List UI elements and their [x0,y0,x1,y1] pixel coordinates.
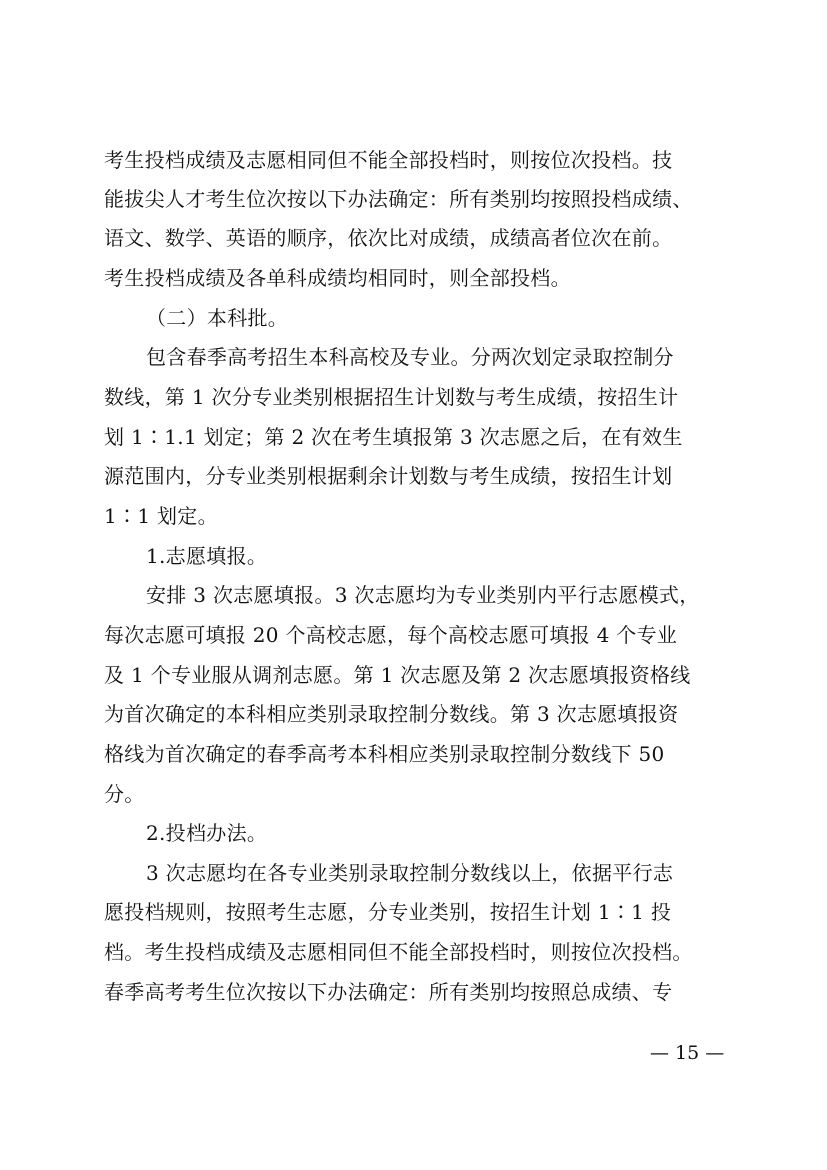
text-line: 考生投档成绩及各单科成绩均相同时，则全部投档。 [104,266,571,290]
text-line: 考生投档成绩及志愿相同但不能全部投档时，则按位次投档。技 [104,148,673,172]
text-line: 数线，第 1 次分专业类别根据招生计划数与考生成绩，按招生计 [104,385,679,409]
subsection-heading: 1.志愿填报。 [146,544,268,568]
text-line: 档。考生投档成绩及志愿相同但不能全部投档时，则按位次投档。 [104,940,693,964]
text-line: 1∶1 划定。 [104,504,218,528]
text-line: 包含春季高考招生本科高校及专业。分两次划定录取控制分 [146,345,674,369]
text-line: 安排 3 次志愿填报。3 次志愿均为专业类别内平行志愿模式， [146,583,700,607]
section-heading: （二）本科批。 [146,306,289,330]
text-line: 及 1 个专业服从调剂志愿。第 1 次志愿及第 2 次志愿填报资格线 [104,663,691,687]
text-line: 源范围内，分专业类别根据剩余计划数与考生成绩，按招生计划 [104,464,673,488]
text-line: 每次志愿可填报 20 个高校志愿，每个高校志愿可填报 4 个专业 [104,623,678,647]
text-line: 春季高考考生位次按以下办法确定：所有类别均按照总成绩、专 [104,980,673,1004]
text-line: 3 次志愿均在各专业类别录取控制分数线以上，依据平行志 [146,861,674,885]
page-number: — 15 — [650,1042,725,1064]
text-line: 能拔尖人才考生位次按以下办法确定：所有类别均按照投档成绩、 [104,187,693,211]
text-line: 语文、数学、英语的顺序，依次比对成绩，成绩高者位次在前。 [104,226,673,250]
text-line: 格线为首次确定的春季高考本科相应类别录取控制分数线下 50 [104,742,665,766]
text-line: 划 1∶1.1 划定；第 2 次在考生填报第 3 次志愿之后，在有效生 [104,425,683,449]
text-line: 为首次确定的本科相应类别录取控制分数线。第 3 次志愿填报资 [104,702,679,726]
text-line: 分。 [104,782,145,806]
subsection-heading: 2.投档办法。 [146,821,268,845]
text-line: 愿投档规则，按照考生志愿，分专业类别，按招生计划 1∶1 投 [104,900,672,924]
